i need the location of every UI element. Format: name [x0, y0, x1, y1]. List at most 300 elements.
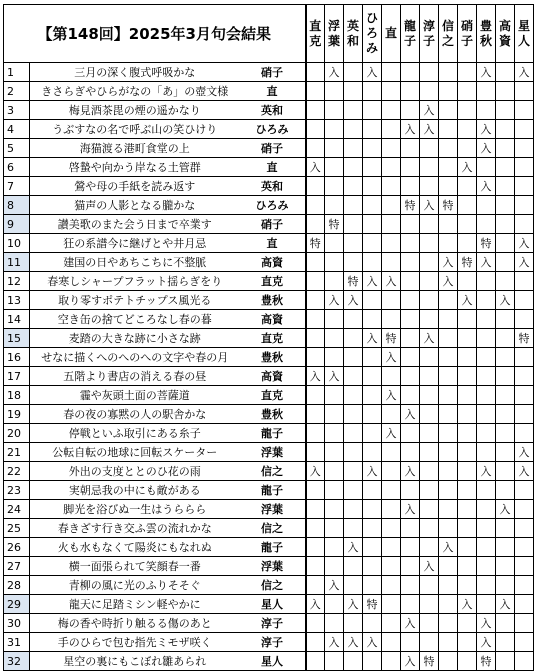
vote-mark	[363, 177, 382, 196]
author-name: 直	[240, 82, 306, 101]
vote-mark	[496, 386, 515, 405]
vote-mark	[382, 63, 401, 82]
vote-mark	[477, 595, 496, 614]
vote-mark: 入	[496, 595, 515, 614]
vote-mark	[382, 405, 401, 424]
vote-mark	[382, 158, 401, 177]
vote-mark: 入	[401, 462, 420, 481]
vote-mark	[439, 120, 458, 139]
vote-mark: 入	[325, 576, 344, 595]
vote-mark	[344, 253, 363, 272]
vote-mark	[458, 196, 477, 215]
table-row	[4, 158, 534, 177]
vote-mark	[477, 291, 496, 310]
haiku-text: 取り零すポテトチップス風光る	[30, 291, 240, 310]
vote-mark	[515, 272, 534, 291]
table-row	[4, 120, 534, 139]
vote-mark: 入	[515, 234, 534, 253]
vote-mark	[496, 348, 515, 367]
vote-mark	[515, 158, 534, 177]
vote-mark	[439, 82, 458, 101]
row-number: 8	[4, 196, 30, 215]
vote-mark	[401, 367, 420, 386]
vote-mark	[420, 82, 439, 101]
table-row	[4, 177, 534, 196]
vote-mark	[515, 595, 534, 614]
vote-mark	[420, 158, 439, 177]
row-number: 22	[4, 462, 30, 481]
vote-mark	[496, 519, 515, 538]
table-row	[4, 538, 534, 557]
vote-mark	[344, 519, 363, 538]
vote-mark	[306, 519, 325, 538]
row-number: 19	[4, 405, 30, 424]
vote-mark	[401, 177, 420, 196]
vote-mark	[439, 215, 458, 234]
vote-mark	[363, 405, 382, 424]
vote-mark	[306, 139, 325, 158]
vote-mark	[401, 291, 420, 310]
haiku-text: 鶯や母の手紙を読み返す	[30, 177, 240, 196]
vote-mark	[420, 367, 439, 386]
author-name: 淳子	[240, 614, 306, 633]
vote-mark	[496, 310, 515, 329]
vote-mark	[325, 538, 344, 557]
haiku-text: 星空の裏にもこぼれ雛あられ	[30, 652, 240, 671]
vote-mark	[344, 310, 363, 329]
vote-mark	[401, 481, 420, 500]
vote-mark: 入	[439, 538, 458, 557]
vote-mark	[325, 481, 344, 500]
vote-mark: 入	[325, 633, 344, 652]
row-number: 15	[4, 329, 30, 348]
vote-mark	[420, 291, 439, 310]
vote-mark: 特	[477, 234, 496, 253]
author-name: 高資	[240, 367, 306, 386]
table-row	[4, 576, 534, 595]
vote-mark	[439, 329, 458, 348]
table-row	[4, 348, 534, 367]
vote-mark: 入	[477, 253, 496, 272]
table-row	[4, 272, 534, 291]
vote-mark	[420, 576, 439, 595]
vote-mark: 入	[458, 291, 477, 310]
vote-mark	[363, 443, 382, 462]
vote-mark: 入	[382, 386, 401, 405]
vote-mark	[344, 386, 363, 405]
row-number: 31	[4, 633, 30, 652]
vote-mark	[344, 500, 363, 519]
vote-mark	[325, 272, 344, 291]
haiku-text: 春寒しシャープフラット揺らぎをり	[30, 272, 240, 291]
vote-mark	[420, 234, 439, 253]
vote-mark	[496, 557, 515, 576]
vote-mark	[325, 82, 344, 101]
vote-mark	[439, 405, 458, 424]
vote-mark	[515, 614, 534, 633]
vote-mark	[363, 291, 382, 310]
vote-mark	[515, 177, 534, 196]
vote-mark	[439, 462, 458, 481]
vote-mark	[344, 348, 363, 367]
vote-mark	[458, 652, 477, 671]
vote-mark	[363, 424, 382, 443]
vote-mark: 入	[496, 291, 515, 310]
haiku-text: 三月の深く腹式呼吸かな	[30, 63, 240, 82]
vote-mark: 入	[325, 291, 344, 310]
row-number: 6	[4, 158, 30, 177]
vote-mark	[325, 139, 344, 158]
vote-mark	[477, 158, 496, 177]
vote-mark: 入	[420, 196, 439, 215]
vote-mark	[325, 652, 344, 671]
vote-mark	[363, 652, 382, 671]
vote-mark	[344, 196, 363, 215]
vote-mark	[344, 652, 363, 671]
vote-mark	[344, 481, 363, 500]
vote-mark: 特	[439, 196, 458, 215]
vote-mark	[401, 82, 420, 101]
haiku-text: 麦踏の大きな跡に小さな跡	[30, 329, 240, 348]
haiku-text: せなに描くへのへのへの文字や春の月	[30, 348, 240, 367]
vote-mark	[439, 519, 458, 538]
vote-mark	[306, 120, 325, 139]
vote-mark	[420, 538, 439, 557]
vote-mark	[382, 481, 401, 500]
author-name: 浮葉	[240, 443, 306, 462]
author-name: 英和	[240, 177, 306, 196]
author-name: 直	[240, 158, 306, 177]
table-row	[4, 234, 534, 253]
vote-mark	[515, 348, 534, 367]
vote-mark	[458, 329, 477, 348]
table-row	[4, 196, 534, 215]
vote-mark	[458, 120, 477, 139]
vote-mark	[458, 310, 477, 329]
vote-mark	[401, 253, 420, 272]
vote-mark	[458, 101, 477, 120]
row-number: 27	[4, 557, 30, 576]
vote-mark	[325, 348, 344, 367]
vote-mark	[325, 177, 344, 196]
vote-mark	[382, 462, 401, 481]
vote-mark	[515, 652, 534, 671]
judge-header: 龍子	[401, 5, 420, 63]
vote-mark	[458, 348, 477, 367]
row-number: 9	[4, 215, 30, 234]
judge-header: 硝子	[458, 5, 477, 63]
vote-mark	[382, 253, 401, 272]
vote-mark	[306, 101, 325, 120]
vote-mark	[496, 405, 515, 424]
vote-mark	[382, 291, 401, 310]
vote-mark: 入	[382, 424, 401, 443]
vote-mark	[420, 139, 439, 158]
vote-mark	[477, 101, 496, 120]
vote-mark	[401, 329, 420, 348]
vote-mark	[515, 215, 534, 234]
vote-mark	[382, 576, 401, 595]
author-name: ひろみ	[240, 196, 306, 215]
vote-mark	[439, 557, 458, 576]
judge-header: 星人	[515, 5, 534, 63]
vote-mark	[439, 367, 458, 386]
author-name: 豊秋	[240, 291, 306, 310]
vote-mark	[496, 253, 515, 272]
vote-mark	[439, 614, 458, 633]
vote-mark	[344, 462, 363, 481]
vote-mark	[363, 253, 382, 272]
vote-mark: 入	[363, 462, 382, 481]
vote-mark: 入	[477, 633, 496, 652]
vote-mark	[382, 443, 401, 462]
vote-mark	[439, 310, 458, 329]
vote-mark: 入	[477, 139, 496, 158]
vote-mark: 入	[363, 329, 382, 348]
haiku-text: 空き缶の捨てどころなし春の暮	[30, 310, 240, 329]
vote-mark	[515, 139, 534, 158]
vote-mark	[363, 215, 382, 234]
vote-mark	[401, 272, 420, 291]
vote-mark	[458, 557, 477, 576]
author-name: ひろみ	[240, 120, 306, 139]
haiku-text: 横一面張られて笑顔春一番	[30, 557, 240, 576]
vote-mark	[496, 196, 515, 215]
vote-mark	[344, 139, 363, 158]
author-name: 直克	[240, 386, 306, 405]
vote-mark	[439, 348, 458, 367]
vote-mark: 入	[477, 177, 496, 196]
haiku-text: 停戦といふ取引にある糸子	[30, 424, 240, 443]
vote-mark	[420, 272, 439, 291]
vote-mark	[458, 576, 477, 595]
haiku-text: 外出の支度ととのひ花の雨	[30, 462, 240, 481]
vote-mark	[344, 329, 363, 348]
vote-mark	[344, 120, 363, 139]
haiku-text: 梅見酒茶毘の煙の遥かなり	[30, 101, 240, 120]
haiku-text: 海猫渡る港町食堂の上	[30, 139, 240, 158]
judge-header: 浮葉	[325, 5, 344, 63]
vote-mark	[420, 481, 439, 500]
vote-mark	[420, 443, 439, 462]
vote-mark	[382, 500, 401, 519]
haiku-text: 脚光を浴びぬ一生はうららら	[30, 500, 240, 519]
judge-header: 豊秋	[477, 5, 496, 63]
vote-mark	[382, 614, 401, 633]
vote-mark	[458, 234, 477, 253]
vote-mark	[420, 63, 439, 82]
row-number: 10	[4, 234, 30, 253]
header-row	[4, 5, 534, 63]
row-number: 3	[4, 101, 30, 120]
vote-mark	[363, 139, 382, 158]
vote-mark	[306, 424, 325, 443]
vote-mark	[515, 519, 534, 538]
author-name: 星人	[240, 652, 306, 671]
vote-mark	[439, 595, 458, 614]
vote-mark	[458, 82, 477, 101]
vote-mark	[515, 633, 534, 652]
row-number: 24	[4, 500, 30, 519]
row-number: 7	[4, 177, 30, 196]
judge-header: 直克	[306, 5, 325, 63]
vote-mark	[325, 120, 344, 139]
table-row	[4, 101, 534, 120]
vote-mark	[401, 424, 420, 443]
vote-mark	[515, 481, 534, 500]
vote-mark	[306, 633, 325, 652]
vote-mark	[325, 386, 344, 405]
vote-mark: 入	[458, 595, 477, 614]
row-number: 23	[4, 481, 30, 500]
vote-mark	[325, 595, 344, 614]
vote-mark	[515, 120, 534, 139]
haiku-text: 五階より書店の消える春の昼	[30, 367, 240, 386]
row-number: 18	[4, 386, 30, 405]
vote-mark	[344, 82, 363, 101]
vote-mark	[420, 462, 439, 481]
table-row	[4, 614, 534, 633]
vote-mark	[363, 82, 382, 101]
judge-header: ひろみ	[363, 5, 382, 63]
vote-mark: 入	[306, 595, 325, 614]
vote-mark	[458, 367, 477, 386]
vote-mark: 入	[363, 63, 382, 82]
vote-mark	[306, 386, 325, 405]
vote-mark: 入	[420, 101, 439, 120]
row-number: 11	[4, 253, 30, 272]
vote-mark	[439, 424, 458, 443]
row-number: 2	[4, 82, 30, 101]
haiku-text: 龍天に足踏ミシン軽やかに	[30, 595, 240, 614]
vote-mark	[363, 614, 382, 633]
vote-mark: 入	[515, 63, 534, 82]
vote-mark	[458, 462, 477, 481]
vote-mark	[496, 633, 515, 652]
vote-mark: 入	[306, 158, 325, 177]
vote-mark	[306, 177, 325, 196]
vote-mark	[325, 310, 344, 329]
haiku-text: 火も水もなくて陽炎にもなれぬ	[30, 538, 240, 557]
vote-mark	[439, 443, 458, 462]
vote-mark	[477, 500, 496, 519]
vote-mark	[344, 576, 363, 595]
author-name: 龍子	[240, 424, 306, 443]
vote-mark	[458, 405, 477, 424]
vote-mark	[439, 500, 458, 519]
table-row	[4, 633, 534, 652]
row-number: 28	[4, 576, 30, 595]
vote-mark	[515, 405, 534, 424]
vote-mark	[439, 101, 458, 120]
vote-mark: 特	[344, 272, 363, 291]
vote-mark	[458, 63, 477, 82]
vote-mark: 入	[401, 405, 420, 424]
table-row	[4, 329, 534, 348]
vote-mark: 入	[477, 614, 496, 633]
table-row	[4, 500, 534, 519]
vote-mark	[306, 272, 325, 291]
vote-mark	[515, 538, 534, 557]
vote-mark	[477, 215, 496, 234]
author-name: 星人	[240, 595, 306, 614]
vote-mark: 入	[420, 120, 439, 139]
vote-mark	[439, 234, 458, 253]
row-number: 21	[4, 443, 30, 462]
table-row	[4, 519, 534, 538]
vote-mark	[401, 215, 420, 234]
vote-mark	[496, 177, 515, 196]
vote-mark: 入	[344, 633, 363, 652]
vote-mark	[496, 215, 515, 234]
vote-mark	[515, 576, 534, 595]
vote-mark: 入	[439, 253, 458, 272]
author-name: 淳子	[240, 633, 306, 652]
vote-mark	[458, 614, 477, 633]
vote-mark	[344, 234, 363, 253]
vote-mark	[306, 443, 325, 462]
vote-mark	[382, 139, 401, 158]
vote-mark	[515, 500, 534, 519]
vote-mark	[401, 158, 420, 177]
vote-mark	[382, 215, 401, 234]
vote-mark	[401, 443, 420, 462]
haiku-text: 狂の系譜今に継げとや井月忌	[30, 234, 240, 253]
row-number: 30	[4, 614, 30, 633]
vote-mark	[477, 443, 496, 462]
vote-mark	[325, 329, 344, 348]
vote-mark	[496, 576, 515, 595]
vote-mark: 特	[401, 196, 420, 215]
vote-mark	[477, 348, 496, 367]
author-name: 直克	[240, 329, 306, 348]
vote-mark	[382, 367, 401, 386]
vote-mark	[344, 557, 363, 576]
vote-mark	[515, 101, 534, 120]
vote-mark	[363, 310, 382, 329]
vote-mark	[325, 462, 344, 481]
vote-mark	[496, 424, 515, 443]
haiku-text: きさらぎやひらがなの「あ」の壺文様	[30, 82, 240, 101]
vote-mark	[325, 405, 344, 424]
vote-mark: 入	[306, 462, 325, 481]
vote-mark	[363, 557, 382, 576]
author-name: 直克	[240, 272, 306, 291]
vote-mark	[496, 63, 515, 82]
table-row	[4, 405, 534, 424]
vote-mark	[325, 253, 344, 272]
vote-mark	[306, 253, 325, 272]
author-name: 龍子	[240, 481, 306, 500]
vote-mark	[382, 196, 401, 215]
row-number: 4	[4, 120, 30, 139]
haiku-text: 梅の香や時折り触るる傷のあと	[30, 614, 240, 633]
vote-mark	[477, 329, 496, 348]
table-row	[4, 253, 534, 272]
row-number: 12	[4, 272, 30, 291]
vote-mark	[306, 63, 325, 82]
vote-mark	[477, 481, 496, 500]
row-number: 17	[4, 367, 30, 386]
vote-mark	[382, 519, 401, 538]
vote-mark	[401, 633, 420, 652]
vote-mark	[363, 576, 382, 595]
vote-mark	[382, 595, 401, 614]
table-row	[4, 652, 534, 671]
vote-mark	[306, 652, 325, 671]
judge-header: 淳子	[420, 5, 439, 63]
vote-mark	[477, 367, 496, 386]
